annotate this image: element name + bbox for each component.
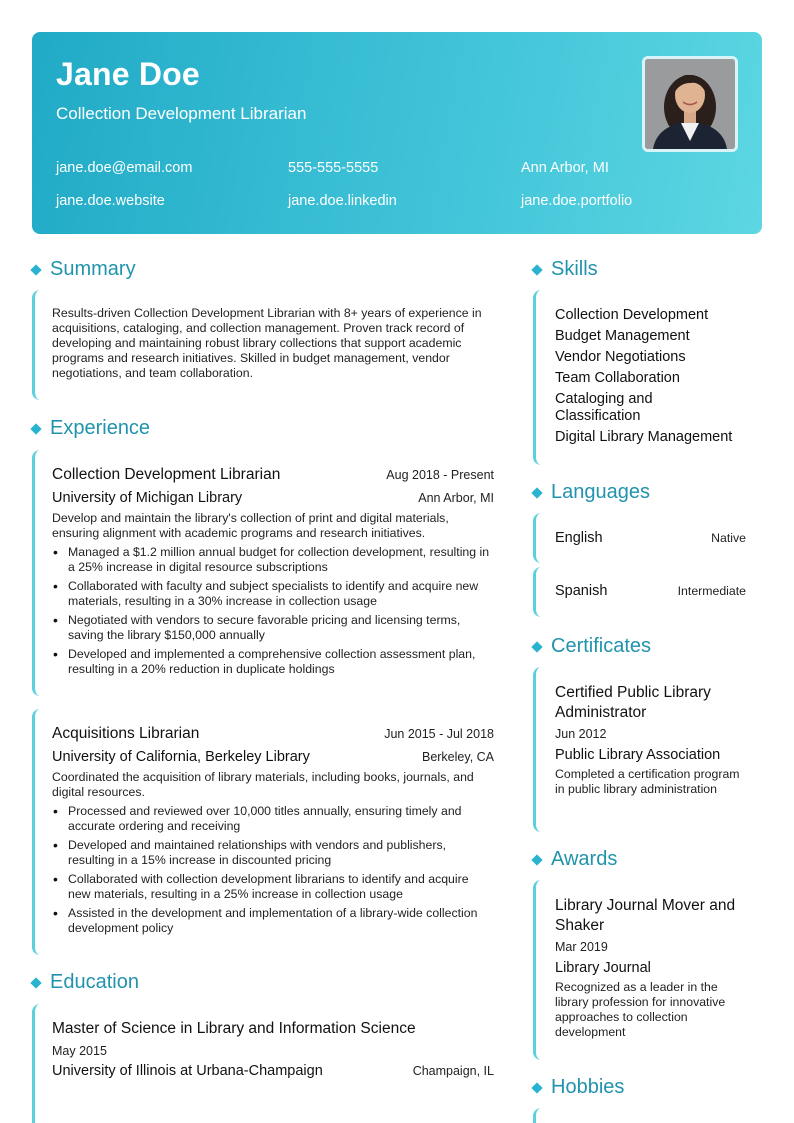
- candidate-name: Jane Doe: [56, 56, 200, 92]
- diamond-bullet-icon: [30, 264, 41, 275]
- award-name: Library Journal Mover and Shaker: [555, 897, 736, 934]
- resume-header: [32, 32, 762, 234]
- job-2-bullet: • Processed and reviewed over 10,000 titles annually, ensuring timely and accurate ordering and receiving: [52, 804, 492, 834]
- skill-item: Collection Development: [555, 307, 709, 323]
- job-2-bullet: • Collaborated with collection development librarians to identify and acquire new materials, resulting in a 25% increase in collection usage: [52, 872, 492, 902]
- awards-title: Awards: [551, 848, 618, 870]
- diamond-bullet-icon: [531, 854, 542, 865]
- summary-heading: [32, 258, 136, 281]
- candidate-title: Collection Development Librarian: [56, 104, 307, 123]
- skills-heading: [533, 258, 598, 281]
- job-1-description: Develop and maintain the library's collection of print and digital materials, ensuring alignment with academic programs and research initiatives.: [52, 511, 449, 540]
- language-name: Spanish: [555, 583, 608, 599]
- education-date: May 2015: [52, 1044, 107, 1058]
- profile-photo-image: [645, 59, 735, 149]
- job-1-bullet: • Developed and implemented a comprehensive collection assessment plan, resulting in a 20% reduction in duplicate holdings: [52, 647, 492, 677]
- job-1-bullet: • Collaborated with faculty and subject specialists to identify and acquire new materials, resulting in a 30% increase in collection usage: [52, 579, 492, 609]
- awards-heading: [533, 848, 617, 871]
- contact-phone[interactable]: 555-555-5555: [288, 160, 379, 176]
- language-level: Intermediate: [677, 584, 746, 598]
- awards-accent-bar: [533, 880, 543, 1060]
- diamond-bullet-icon: [30, 423, 41, 434]
- education-heading: [32, 971, 139, 994]
- job-1-bullet: • Negotiated with vendors to secure favorable pricing and licensing terms, saving the library $150,000 annually: [52, 613, 492, 643]
- education-degree: Master of Science in Library and Information Science: [52, 1020, 416, 1037]
- diamond-bullet-icon: [531, 264, 542, 275]
- certificate-description: Completed a certification program in public library administration: [555, 767, 740, 796]
- diamond-bullet-icon: [531, 487, 542, 498]
- language-name: English: [555, 530, 603, 546]
- contact-linkedin[interactable]: jane.doe.linkedin: [288, 193, 397, 209]
- job-1-location: Ann Arbor, MI: [418, 491, 494, 505]
- award-org: Library Journal: [555, 960, 651, 976]
- job-1-title: Collection Development Librarian: [52, 466, 281, 483]
- job-1-org: University of Michigan Library: [52, 490, 243, 506]
- job-1-dates: Aug 2018 - Present: [386, 468, 494, 482]
- certificate-name: Certified Public Library Administrator: [555, 684, 711, 721]
- skills-accent-bar: [533, 290, 543, 465]
- language-1-accent-bar: [533, 513, 543, 563]
- hobbies-heading: [533, 1076, 624, 1099]
- certificates-accent-bar: [533, 667, 543, 832]
- languages-title: Languages: [551, 481, 650, 503]
- certificates-title: Certificates: [551, 635, 652, 657]
- award-description: Recognized as a leader in the library profession for innovative approaches to collection development: [555, 980, 726, 1039]
- languages-heading: [533, 481, 650, 504]
- contact-website[interactable]: jane.doe.website: [56, 193, 165, 209]
- skill-item: Team Collaboration: [555, 370, 680, 386]
- education-title: Education: [50, 971, 139, 993]
- hobbies-title: Hobbies: [551, 1076, 625, 1098]
- experience-title: Experience: [50, 417, 151, 439]
- contact-portfolio[interactable]: jane.doe.portfolio: [521, 193, 633, 209]
- skills-title: Skills: [551, 258, 598, 280]
- education-location: Champaign, IL: [412, 1064, 494, 1078]
- job-2-description: Coordinated the acquisition of library materials, including books, journals, and digital resources.: [52, 770, 474, 799]
- job-2-org: University of California, Berkeley Library: [52, 749, 310, 765]
- contact-email[interactable]: jane.doe@email.com: [56, 160, 193, 176]
- job-2-accent-bar: [32, 709, 42, 955]
- education-accent-bar: [32, 1004, 42, 1123]
- job-2-dates: Jun 2015 - Jul 2018: [384, 727, 494, 741]
- award-date: Mar 2019: [555, 940, 608, 954]
- skill-item: Budget Management: [555, 328, 690, 344]
- language-level: Native: [711, 531, 746, 545]
- hobbies-accent-bar: [533, 1108, 543, 1123]
- diamond-bullet-icon: [531, 641, 542, 652]
- job-2-location: Berkeley, CA: [421, 750, 494, 764]
- certificate-org: Public Library Association: [555, 747, 721, 763]
- job-2-bullet: • Assisted in the development and implementation of a library-wide collection development policy: [52, 906, 492, 936]
- certificates-heading: [533, 635, 651, 658]
- certificate-date: Jun 2012: [555, 727, 607, 741]
- diamond-bullet-icon: [30, 977, 41, 988]
- job-1-accent-bar: [32, 450, 42, 696]
- summary-accent-bar: [32, 290, 42, 400]
- summary-title: Summary: [50, 258, 136, 280]
- skill-item: Cataloging and Classification: [555, 391, 653, 424]
- education-school: University of Illinois at Urbana-Champaign: [52, 1063, 323, 1079]
- summary-text: Results-driven Collection Development Librarian with 8+ years of experience in acquisitions, cataloging, and collection management. Proven track record of developing and maintaining robust library collections that support academic programs and research initiatives. Skilled in budget management, vendor negotiations, and team collaboration.: [52, 306, 482, 380]
- diamond-bullet-icon: [531, 1082, 542, 1093]
- experience-heading: [32, 417, 150, 440]
- skill-item: Vendor Negotiations: [555, 349, 686, 365]
- job-2-title: Acquisitions Librarian: [52, 725, 200, 742]
- contact-location: Ann Arbor, MI: [521, 160, 609, 176]
- job-1-bullet: • Managed a $1.2 million annual budget for collection development, resulting in a 25% increase in digital resource subscriptions: [52, 545, 492, 575]
- job-2-bullet: • Developed and maintained relationships with vendors and publishers, resulting in a 15% increase in discounted pricing: [52, 838, 492, 868]
- profile-photo: [642, 56, 738, 152]
- language-2-accent-bar: [533, 567, 543, 617]
- skill-item: Digital Library Management: [555, 429, 733, 445]
